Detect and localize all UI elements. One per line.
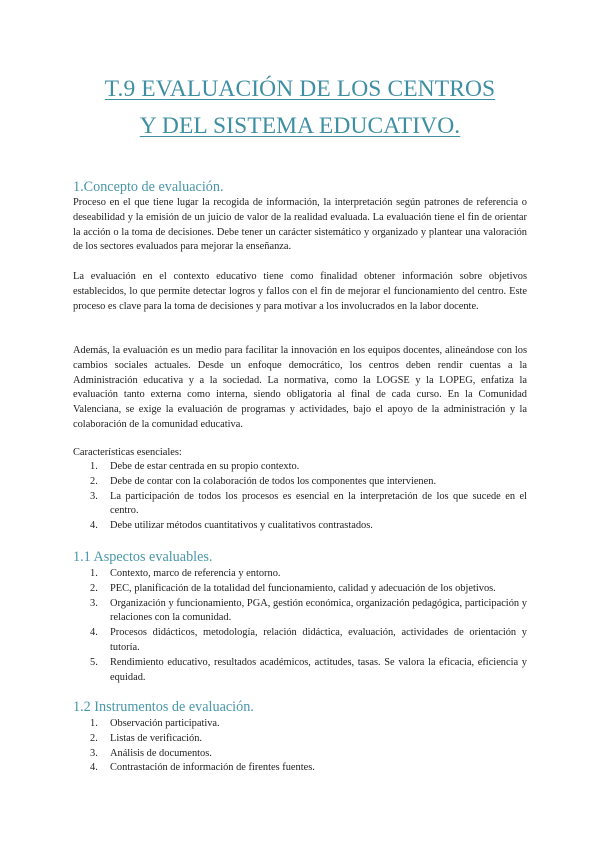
- list-item: [73, 761, 527, 776]
- list-item: [73, 582, 527, 597]
- list-number: 4.: [90, 627, 98, 639]
- list-number: 1.: [90, 718, 98, 729]
- list-number: 1.: [90, 568, 98, 579]
- characteristics-label: Características esenciales:: [73, 447, 182, 458]
- title-line-1: T.9 EVALUACIÓN DE LOS CENTROS: [104, 76, 496, 102]
- list-item-text: Listas de verificación.: [110, 732, 203, 744]
- list-item-text: Contexto, marco de referencia y entorno.: [110, 568, 281, 579]
- list-item-text: Procesos didácticos, metodología, relación didáctica, evaluación, actividades de orientación y tutoría.: [110, 627, 527, 653]
- list-number: 3.: [90, 490, 98, 502]
- list-item: [73, 460, 527, 475]
- list-item: [73, 656, 527, 686]
- list-number: 4.: [90, 762, 98, 774]
- section-heading: 1.Concepto de evaluación.: [73, 179, 224, 195]
- paragraph: Además, la evaluación es un medio para facilitar la innovación en los equipos docentes, alineándose con los cambios sociales actuales. Desde un enfoque democrático, los centros deben rendir cuentas a la Administración educativa y a la sociedad. La normativa, como la LOGSE y la LOPEG, enfatiza la evaluación tanto externa como interna, siendo obligatoria al final de cada curso. En la Comunidad Valenciana, se exige la evaluación de programas y actividades, bajo el apoyo de la administración y la colaboración de la comunidad educativa.: [73, 345, 527, 430]
- list-item-text: La participación de todos los procesos es esencial en la interpretación de los que sucede en el centro.: [110, 490, 527, 517]
- list-item-text: Observación participativa.: [110, 718, 220, 729]
- list-number: 3.: [90, 597, 98, 609]
- section-heading: 1.2 Instrumentos de evaluación.: [73, 699, 254, 715]
- list-number: 3.: [90, 747, 98, 759]
- list-number: 2.: [90, 732, 98, 744]
- characteristics-list: [73, 460, 527, 534]
- list-item-text: Debe de contar con la colaboración de todos los componentes que intervienen.: [110, 475, 437, 487]
- list-item-text: Debe utilizar métodos cuantitativos y cualitativos contrastados.: [110, 520, 373, 532]
- list-item-text: PEC, planificación de la totalidad del funcionamiento, calidad y adecuación de los objetivos.: [110, 582, 496, 594]
- list-item: [73, 732, 527, 747]
- list-item: [73, 717, 527, 732]
- list-item: [73, 747, 527, 762]
- list-item: [73, 519, 527, 534]
- paragraph: La evaluación en el contexto educativo tiene como finalidad obtener información sobre objetivos establecidos, lo que permite detectar logros y fallos con el fin de mejorar el funcionamiento del centro. Este proceso es clave para la toma de decisiones y para motivar a los involucrados en la labor docente.: [73, 271, 527, 312]
- section-heading: 1.1 Aspectos evaluables.: [73, 549, 213, 565]
- list-item-text: Contrastación de información de firentes fuentes.: [110, 762, 315, 774]
- list-item: [73, 567, 527, 582]
- document-title: [60, 71, 540, 145]
- list-item: [73, 475, 527, 490]
- list-number: 5.: [90, 656, 98, 668]
- list-item-text: Debe de estar centrada en su propio contexto.: [110, 461, 300, 472]
- list-item: [73, 626, 527, 656]
- list-item-text: Organización y funcionamiento, PGA, gestión económica, organización pedagógica, participación y relaciones con la comunidad.: [110, 597, 527, 624]
- list-number: 1.: [90, 461, 98, 472]
- list-number: 2.: [90, 475, 98, 487]
- list-item-text: Rendimiento educativo, resultados académicos, actitudes, tasas. Se valora la eficacia, eficiencia y equidad.: [110, 656, 527, 683]
- list-item-text: Análisis de documentos.: [110, 747, 212, 759]
- list-item: [73, 597, 527, 627]
- list-item: [73, 490, 527, 520]
- list-number: 4.: [90, 520, 98, 532]
- aspects-list: [73, 567, 527, 685]
- paragraph: Proceso en el que tiene lugar la recogida de información, la interpretación según patrones de referencia o deseabilidad y la emisión de un juicio de valor de la realidad evaluada. La evaluación tiene el fin de orientar la acción o la toma de decisiones. Debe tener un carácter sistemático y organizado y plantear una valoración de los sectores evaluados para mejorar la enseñanza.: [73, 197, 527, 253]
- title-line-2: Y DEL SISTEMA EDUCATIVO.: [139, 113, 461, 139]
- instruments-list: [73, 717, 527, 776]
- list-number: 2.: [90, 582, 98, 594]
